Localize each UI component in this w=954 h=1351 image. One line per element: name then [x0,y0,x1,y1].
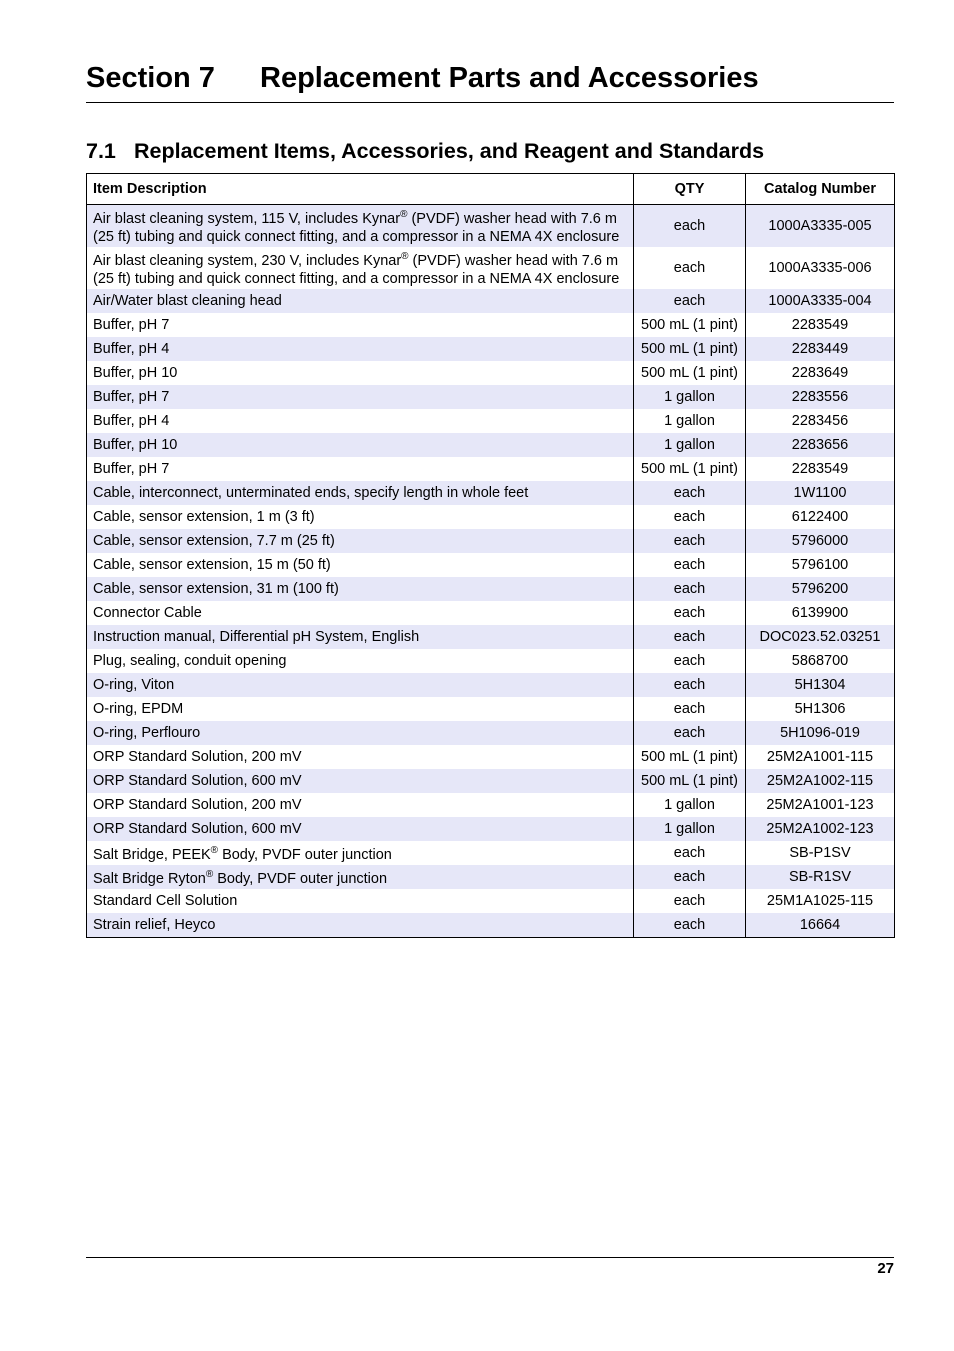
cell-qty: each [634,247,746,289]
description-text: Cable, sensor extension, 1 m (3 ft) [93,509,315,525]
description-text: O-ring, Viton [93,677,175,693]
cell-item-description [87,721,634,745]
cell-item-description [87,625,634,649]
description-text: Strain relief, Heyco [93,917,216,933]
cell-item-description [87,313,634,337]
cell-item-description [87,793,634,817]
cell-item-description [87,409,634,433]
description-text: O-ring, Perflouro [93,725,201,741]
table-row [87,529,895,553]
cell-qty: 500 mL (1 pint) [634,313,746,337]
table-row [87,721,895,745]
cell-catalog-number: 5H1304 [746,673,895,697]
subsection-number: 7.1 [86,139,116,163]
description-text: ORP Standard Solution, 600 mV [93,821,302,837]
table-row [87,505,895,529]
cell-catalog-number: 5868700 [746,649,895,673]
description-text-cont: (PVDF) washer head with 7.6 m (25 ft) tubing and quick connect fitting, and a compressor in a NEMA 4X enclosure [93,252,620,287]
cell-qty: 500 mL (1 pint) [634,745,746,769]
cell-catalog-number: DOC023.52.03251 [746,625,895,649]
cell-item-description [87,205,634,248]
cell-item-description [87,769,634,793]
section-title: Replacement Parts and Accessories [260,62,759,94]
description-text: ORP Standard Solution, 200 mV [93,749,302,765]
cell-item-description [87,289,634,313]
cell-qty: each [634,697,746,721]
cell-catalog-number: 5796200 [746,577,895,601]
cell-item-description [87,913,634,938]
cell-catalog-number: 5796100 [746,553,895,577]
cell-catalog-number: 25M2A1002-123 [746,817,895,841]
table-row [87,361,895,385]
cell-catalog-number: 1000A3335-004 [746,289,895,313]
cell-qty: each [634,553,746,577]
cell-qty: 500 mL (1 pint) [634,361,746,385]
header-catalog-number: Catalog Number [746,174,895,205]
table-row [87,313,895,337]
cell-item-description [87,817,634,841]
cell-qty: 1 gallon [634,817,746,841]
cell-catalog-number: SB-P1SV [746,841,895,865]
table-row [87,601,895,625]
cell-catalog-number: 2283456 [746,409,895,433]
cell-catalog-number: 1000A3335-005 [746,205,895,248]
table-row [87,841,895,865]
footer-rule [86,1257,894,1258]
cell-catalog-number: 2283656 [746,433,895,457]
table-row [87,793,895,817]
cell-qty: 1 gallon [634,433,746,457]
cell-item-description [87,481,634,505]
table-row [87,889,895,913]
parts-table-body [87,205,895,938]
cell-catalog-number: 1W1100 [746,481,895,505]
table-row [87,337,895,361]
cell-item-description [87,577,634,601]
description-text: Cable, sensor extension, 7.7 m (25 ft) [93,533,335,549]
subsection-title: Replacement Items, Accessories, and Reagent and Standards [134,139,765,163]
table-row [87,409,895,433]
cell-item-description [87,841,634,865]
cell-item-description [87,697,634,721]
cell-catalog-number: 5796000 [746,529,895,553]
registered-mark: ® [205,869,214,881]
cell-qty: 1 gallon [634,793,746,817]
cell-item-description [87,889,634,913]
cell-qty: each [634,865,746,889]
cell-item-description [87,601,634,625]
description-text: Plug, sealing, conduit opening [93,653,287,669]
cell-item-description [87,385,634,409]
cell-qty: 1 gallon [634,409,746,433]
subsection-heading [86,136,894,166]
description-text: ORP Standard Solution, 200 mV [93,797,302,813]
cell-catalog-number: 2283449 [746,337,895,361]
table-row [87,817,895,841]
cell-catalog-number: 5H1306 [746,697,895,721]
description-text: Buffer, pH 7 [93,389,170,405]
cell-qty: each [634,529,746,553]
cell-qty: each [634,505,746,529]
cell-item-description [87,745,634,769]
cell-item-description [87,247,634,289]
cell-item-description [87,457,634,481]
table-row [87,913,895,938]
description-text: Buffer, pH 7 [93,461,170,477]
cell-catalog-number: 16664 [746,913,895,938]
description-text: Cable, sensor extension, 31 m (100 ft) [93,581,339,597]
table-row [87,577,895,601]
cell-qty: 500 mL (1 pint) [634,457,746,481]
cell-qty: each [634,913,746,938]
description-text: Instruction manual, Differential pH System, English [93,629,420,645]
table-row [87,625,895,649]
table-row [87,481,895,505]
description-text-cont: Body, PVDF outer junction [218,846,392,863]
cell-catalog-number: 25M2A1001-123 [746,793,895,817]
header-item-description: Item Description [87,174,634,205]
header-qty: QTY [634,174,746,205]
cell-catalog-number: SB-R1SV [746,865,895,889]
description-text: Buffer, pH 7 [93,317,170,333]
cell-qty: each [634,601,746,625]
table-row [87,205,895,248]
cell-catalog-number: 2283649 [746,361,895,385]
description-text: Cable, interconnect, unterminated ends, specify length in whole feet [93,485,529,501]
cell-item-description [87,553,634,577]
table-row [87,385,895,409]
cell-catalog-number: 2283549 [746,313,895,337]
cell-qty: each [634,289,746,313]
table-row [87,247,895,289]
description-text: Buffer, pH 10 [93,365,178,381]
description-text: Air/Water blast cleaning head [93,293,282,309]
description-text: Standard Cell Solution [93,893,238,909]
description-text: Buffer, pH 4 [93,413,170,429]
registered-mark: ® [210,845,219,857]
table-row [87,649,895,673]
cell-qty: each [634,721,746,745]
cell-qty: each [634,625,746,649]
cell-qty: each [634,481,746,505]
cell-item-description [87,865,634,889]
cell-catalog-number: 2283549 [746,457,895,481]
cell-qty: 500 mL (1 pint) [634,769,746,793]
description-text: Salt Bridge Ryton [93,870,206,887]
table-row [87,553,895,577]
description-text: Salt Bridge, PEEK [93,846,211,863]
table-row [87,697,895,721]
cell-qty: each [634,205,746,248]
description-text: ORP Standard Solution, 600 mV [93,773,302,789]
cell-catalog-number: 1000A3335-006 [746,247,895,289]
description-text: O-ring, EPDM [93,701,184,717]
registered-mark: ® [401,251,409,263]
cell-catalog-number: 6139900 [746,601,895,625]
cell-item-description [87,433,634,457]
cell-item-description [87,361,634,385]
cell-qty: 500 mL (1 pint) [634,337,746,361]
cell-item-description [87,529,634,553]
cell-qty: each [634,673,746,697]
description-text-cont: Body, PVDF outer junction [213,870,388,887]
description-text: Cable, sensor extension, 15 m (50 ft) [93,557,331,573]
cell-item-description [87,337,634,361]
table-row [87,457,895,481]
table-row [87,289,895,313]
description-text: Buffer, pH 10 [93,437,178,453]
cell-item-description [87,649,634,673]
table-row [87,865,895,889]
section-label: Section 7 [86,62,215,94]
section-heading [86,58,894,103]
table-row [87,769,895,793]
cell-qty: each [634,841,746,865]
cell-catalog-number: 25M2A1002-115 [746,769,895,793]
page-number: 27 [877,1260,894,1277]
cell-qty: 1 gallon [634,385,746,409]
table-row [87,433,895,457]
cell-qty: each [634,649,746,673]
registered-mark: ® [400,209,408,221]
table-row [87,673,895,697]
cell-item-description [87,673,634,697]
table-row [87,745,895,769]
cell-catalog-number: 6122400 [746,505,895,529]
parts-table [86,173,895,938]
description-text-cont: (PVDF) washer head with 7.6 m (25 ft) tubing and quick connect fitting, and a compressor in a NEMA 4X enclosure [93,210,620,245]
description-text: Buffer, pH 4 [93,341,170,357]
description-text: Air blast cleaning system, 230 V, includes Kynar [93,252,402,269]
table-header-row [87,174,895,205]
cell-catalog-number: 25M1A1025-115 [746,889,895,913]
description-text: Air blast cleaning system, 115 V, includes Kynar [93,210,401,227]
cell-catalog-number: 2283556 [746,385,895,409]
description-text: Connector Cable [93,605,202,621]
cell-item-description [87,505,634,529]
cell-qty: each [634,577,746,601]
cell-qty: each [634,889,746,913]
cell-catalog-number: 25M2A1001-115 [746,745,895,769]
cell-catalog-number: 5H1096-019 [746,721,895,745]
